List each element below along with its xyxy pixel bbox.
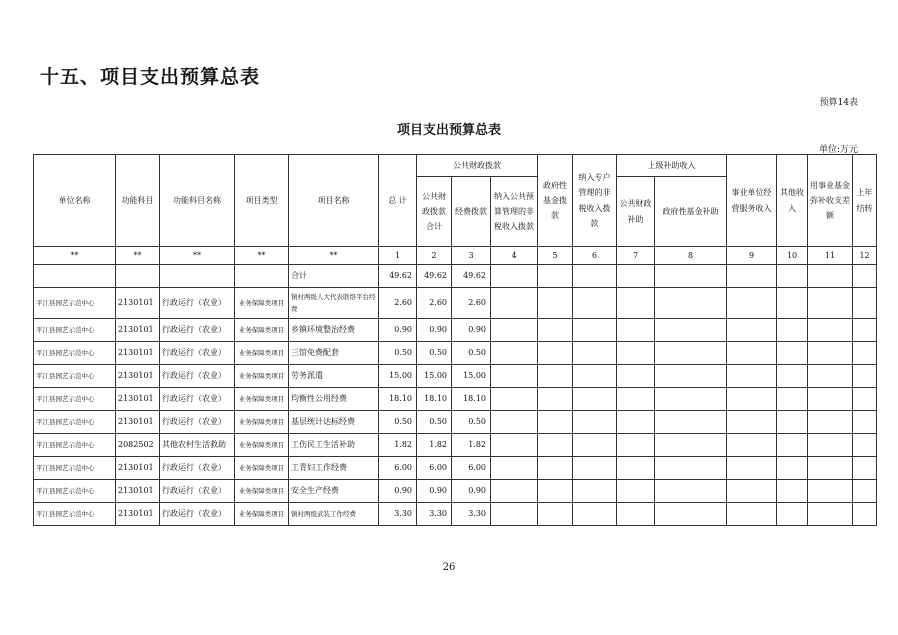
operating-cell: 0.90 [452, 480, 491, 503]
empty-cell [573, 503, 617, 526]
empty-cell [34, 265, 116, 288]
empty-cell [727, 342, 777, 365]
unit-name-cell: 平江县园艺示范中心 [34, 288, 116, 319]
empty-cell [853, 365, 877, 388]
empty-cell [808, 288, 853, 319]
empty-cell [655, 365, 727, 388]
empty-cell [808, 434, 853, 457]
empty-cell [808, 411, 853, 434]
empty-cell [808, 319, 853, 342]
empty-cell [777, 342, 808, 365]
proj-name-cell: 乡镇环境整治经费 [289, 319, 379, 342]
empty-cell [777, 457, 808, 480]
empty-cell [853, 288, 877, 319]
index-cell: ** [289, 247, 379, 265]
empty-cell [491, 434, 538, 457]
empty-cell [538, 319, 573, 342]
header-unit-name: 单位名称 [34, 155, 116, 247]
header-superior-subsidy: 上级补助收入 [617, 155, 727, 177]
empty-cell [160, 265, 235, 288]
empty-cell [538, 288, 573, 319]
empty-cell [853, 457, 877, 480]
subtotal-cell: 0.90 [417, 480, 452, 503]
empty-cell [777, 288, 808, 319]
empty-cell [491, 457, 538, 480]
total-cell: 2.60 [379, 288, 417, 319]
empty-cell [617, 288, 655, 319]
index-cell: 9 [727, 247, 777, 265]
unit-name-cell: 平江县园艺示范中心 [34, 319, 116, 342]
header-fund-subsidy: 用事业基金弥补收支差额 [808, 155, 853, 247]
table-row [34, 434, 877, 457]
unit-name-cell: 平江县园艺示范中心 [34, 503, 116, 526]
header-total: 总 计 [379, 155, 417, 247]
empty-cell [491, 288, 538, 319]
proj-name-cell: 劳务派遣 [289, 365, 379, 388]
proj-type-cell: 业务保障类项目 [235, 434, 289, 457]
header-pf-subtotal: 公共财政拨款合计 [417, 177, 452, 247]
operating-cell: 0.50 [452, 342, 491, 365]
table-number: 预算14表 [819, 98, 858, 108]
proj-type-cell: 业务保障类项目 [235, 388, 289, 411]
empty-cell [777, 319, 808, 342]
table-row [34, 480, 877, 503]
operating-cell: 0.90 [452, 319, 491, 342]
operating-cell: 6.00 [452, 457, 491, 480]
empty-cell [655, 411, 727, 434]
empty-cell [727, 265, 777, 288]
empty-cell [617, 319, 655, 342]
proj-type-cell: 业务保障类项目 [235, 288, 289, 319]
proj-name-cell: 三馆免费配套 [289, 342, 379, 365]
func-code-cell: 2130101 [116, 319, 160, 342]
func-code-cell: 2130101 [116, 480, 160, 503]
empty-cell [538, 411, 573, 434]
header-proj-name: 项目名称 [289, 155, 379, 247]
empty-cell [573, 288, 617, 319]
proj-name-cell: 均衡性公用经费 [289, 388, 379, 411]
subtotal-cell: 15.00 [417, 365, 452, 388]
empty-cell [777, 365, 808, 388]
operating-cell: 0.50 [452, 411, 491, 434]
subtotal-cell: 6.00 [417, 457, 452, 480]
operating-cell: 2.60 [452, 288, 491, 319]
empty-cell [116, 265, 160, 288]
empty-cell [617, 365, 655, 388]
proj-name-cell: 工伤民工生活补助 [289, 434, 379, 457]
index-cell: 8 [655, 247, 727, 265]
total-cell: 1.82 [379, 434, 417, 457]
empty-cell [777, 434, 808, 457]
index-cell: 4 [491, 247, 538, 265]
func-code-cell: 2130101 [116, 342, 160, 365]
header-special-nontax: 纳入专户管理的非税收入拨款 [573, 155, 617, 247]
func-name-cell: 行政运行（农业） [160, 365, 235, 388]
proj-name-cell: 镇村两级人大代表联络平台经费 [289, 288, 379, 319]
proj-type-cell: 业务保障类项目 [235, 319, 289, 342]
operating-cell: 3.30 [452, 503, 491, 526]
empty-cell [655, 480, 727, 503]
empty-cell [573, 365, 617, 388]
table-row [34, 503, 877, 526]
subtotal-cell: 0.50 [417, 342, 452, 365]
empty-cell [538, 434, 573, 457]
empty-cell [617, 457, 655, 480]
empty-cell [573, 319, 617, 342]
unit-name-cell: 平江县园艺示范中心 [34, 434, 116, 457]
empty-cell [853, 434, 877, 457]
total-cell: 0.90 [379, 480, 417, 503]
empty-cell [491, 265, 538, 288]
func-name-cell: 行政运行（农业） [160, 342, 235, 365]
empty-cell [573, 457, 617, 480]
empty-cell [235, 265, 289, 288]
func-name-cell: 行政运行（农业） [160, 288, 235, 319]
operating-cell: 18.10 [452, 388, 491, 411]
func-name-cell: 其他农村生活救助 [160, 434, 235, 457]
proj-type-cell: 业务保障类项目 [235, 480, 289, 503]
header-sub-gov-fund: 政府性基金补助 [655, 177, 727, 247]
empty-cell [491, 503, 538, 526]
unit-name-cell: 平江县园艺示范中心 [34, 388, 116, 411]
empty-cell [655, 319, 727, 342]
subtotal-cell: 3.30 [417, 503, 452, 526]
empty-cell [538, 388, 573, 411]
empty-cell [617, 480, 655, 503]
func-code-cell: 2130101 [116, 288, 160, 319]
empty-cell [491, 342, 538, 365]
empty-cell [573, 265, 617, 288]
empty-cell [655, 342, 727, 365]
empty-cell [573, 434, 617, 457]
index-cell: 2 [417, 247, 452, 265]
func-name-cell: 行政运行（农业） [160, 411, 235, 434]
empty-cell [573, 342, 617, 365]
subtotal-cell: 2.60 [417, 288, 452, 319]
index-cell: 1 [379, 247, 417, 265]
table-body [34, 247, 877, 526]
table-row [34, 319, 877, 342]
unit-label: 单位:万元 [818, 145, 858, 155]
index-cell: 10 [777, 247, 808, 265]
empty-cell [853, 411, 877, 434]
unit-name-cell: 平江县园艺示范中心 [34, 480, 116, 503]
empty-cell [617, 265, 655, 288]
page-heading: 十五、项目支出预算总表 [40, 66, 261, 88]
unit-name-cell: 平江县园艺示范中心 [34, 365, 116, 388]
empty-cell [727, 388, 777, 411]
empty-cell [727, 365, 777, 388]
func-code-cell: 2130101 [116, 365, 160, 388]
header-pf-operating: 经费拨款 [452, 177, 491, 247]
summary-subtotal: 49.62 [417, 265, 452, 288]
index-cell: 6 [573, 247, 617, 265]
empty-cell [617, 503, 655, 526]
index-cell: ** [34, 247, 116, 265]
func-code-cell: 2130101 [116, 503, 160, 526]
func-name-cell: 行政运行（农业） [160, 388, 235, 411]
header-pf-nontax: 纳入公共预算管理的非税收入拨款 [491, 177, 538, 247]
index-row [34, 247, 877, 265]
total-cell: 18.10 [379, 388, 417, 411]
table-row [34, 342, 877, 365]
subtotal-cell: 1.82 [417, 434, 452, 457]
proj-type-cell: 业务保障类项目 [235, 457, 289, 480]
empty-cell [655, 265, 727, 288]
header-gov-fund: 政府性基金拨款 [538, 155, 573, 247]
total-cell: 15.00 [379, 365, 417, 388]
unit-name-cell: 平江县园艺示范中心 [34, 457, 116, 480]
table-row [34, 411, 877, 434]
empty-cell [853, 342, 877, 365]
operating-cell: 15.00 [452, 365, 491, 388]
header-func-name: 功能科目名称 [160, 155, 235, 247]
empty-cell [491, 411, 538, 434]
empty-cell [617, 342, 655, 365]
empty-cell [491, 480, 538, 503]
empty-cell [777, 503, 808, 526]
unit-name-cell: 平江县园艺示范中心 [34, 342, 116, 365]
empty-cell [655, 503, 727, 526]
empty-cell [491, 365, 538, 388]
func-code-cell: 2130101 [116, 457, 160, 480]
empty-cell [808, 457, 853, 480]
table-row [34, 365, 877, 388]
table-row [34, 288, 877, 319]
proj-type-cell: 业务保障类项目 [235, 411, 289, 434]
func-code-cell: 2130101 [116, 388, 160, 411]
table-header [34, 155, 877, 247]
table-row [34, 388, 877, 411]
header-proj-type: 项目类型 [235, 155, 289, 247]
unit-name-cell: 平江县园艺示范中心 [34, 411, 116, 434]
empty-cell [853, 265, 877, 288]
total-cell: 6.00 [379, 457, 417, 480]
proj-name-cell: 镇村两级武装工作经费 [289, 503, 379, 526]
empty-cell [538, 342, 573, 365]
func-code-cell: 2082502 [116, 434, 160, 457]
subtotal-cell: 0.90 [417, 319, 452, 342]
summary-label: 合计 [289, 265, 379, 288]
empty-cell [538, 503, 573, 526]
proj-name-cell: 基层统计达标经费 [289, 411, 379, 434]
empty-cell [655, 288, 727, 319]
empty-cell [727, 319, 777, 342]
empty-cell [655, 457, 727, 480]
proj-name-cell: 工青妇工作经费 [289, 457, 379, 480]
empty-cell [853, 503, 877, 526]
table-row [34, 457, 877, 480]
empty-cell [538, 265, 573, 288]
empty-cell [538, 480, 573, 503]
proj-name-cell: 安全生产经费 [289, 480, 379, 503]
empty-cell [538, 457, 573, 480]
func-name-cell: 行政运行（农业） [160, 480, 235, 503]
index-cell: 3 [452, 247, 491, 265]
empty-cell [777, 388, 808, 411]
empty-cell [808, 388, 853, 411]
total-cell: 0.50 [379, 342, 417, 365]
empty-cell [777, 265, 808, 288]
empty-cell [491, 388, 538, 411]
empty-cell [853, 388, 877, 411]
func-name-cell: 行政运行（农业） [160, 503, 235, 526]
index-cell: 11 [808, 247, 853, 265]
empty-cell [808, 365, 853, 388]
header-sub-public: 公共财政补助 [617, 177, 655, 247]
proj-type-cell: 业务保障类项目 [235, 503, 289, 526]
func-name-cell: 行政运行（农业） [160, 319, 235, 342]
empty-cell [853, 319, 877, 342]
page-number: 26 [442, 562, 456, 573]
index-cell: 12 [853, 247, 877, 265]
empty-cell [573, 411, 617, 434]
header-func-code: 功能科目 [116, 155, 160, 247]
empty-cell [727, 457, 777, 480]
empty-cell [617, 434, 655, 457]
empty-cell [808, 503, 853, 526]
empty-cell [727, 503, 777, 526]
empty-cell [538, 365, 573, 388]
empty-cell [808, 342, 853, 365]
empty-cell [655, 388, 727, 411]
total-cell: 0.50 [379, 411, 417, 434]
empty-cell [491, 319, 538, 342]
operating-cell: 1.82 [452, 434, 491, 457]
table-title: 项目支出预算总表 [396, 123, 501, 138]
total-cell: 3.30 [379, 503, 417, 526]
empty-cell [808, 480, 853, 503]
budget-table [33, 154, 877, 526]
subtotal-cell: 18.10 [417, 388, 452, 411]
header-biz-income: 事业单位经营服务收入 [727, 155, 777, 247]
header-other-income: 其他收入 [777, 155, 808, 247]
proj-type-cell: 业务保障类项目 [235, 342, 289, 365]
subtotal-cell: 0.50 [417, 411, 452, 434]
empty-cell [727, 411, 777, 434]
func-code-cell: 2130101 [116, 411, 160, 434]
empty-cell [777, 480, 808, 503]
empty-cell [573, 480, 617, 503]
index-cell: 5 [538, 247, 573, 265]
summary-row [34, 265, 877, 288]
empty-cell [777, 411, 808, 434]
index-cell: ** [116, 247, 160, 265]
proj-type-cell: 业务保障类项目 [235, 365, 289, 388]
index-cell: ** [160, 247, 235, 265]
empty-cell [655, 434, 727, 457]
index-cell: 7 [617, 247, 655, 265]
index-cell: ** [235, 247, 289, 265]
header-carryover: 上年结转 [853, 155, 877, 247]
empty-cell [808, 265, 853, 288]
empty-cell [727, 288, 777, 319]
empty-cell [727, 480, 777, 503]
empty-cell [727, 434, 777, 457]
empty-cell [617, 411, 655, 434]
total-cell: 0.90 [379, 319, 417, 342]
summary-total: 49.62 [379, 265, 417, 288]
func-name-cell: 行政运行（农业） [160, 457, 235, 480]
summary-operating: 49.62 [452, 265, 491, 288]
header-public-fiscal: 公共财政拨款 [417, 155, 538, 177]
empty-cell [617, 388, 655, 411]
empty-cell [853, 480, 877, 503]
empty-cell [573, 388, 617, 411]
